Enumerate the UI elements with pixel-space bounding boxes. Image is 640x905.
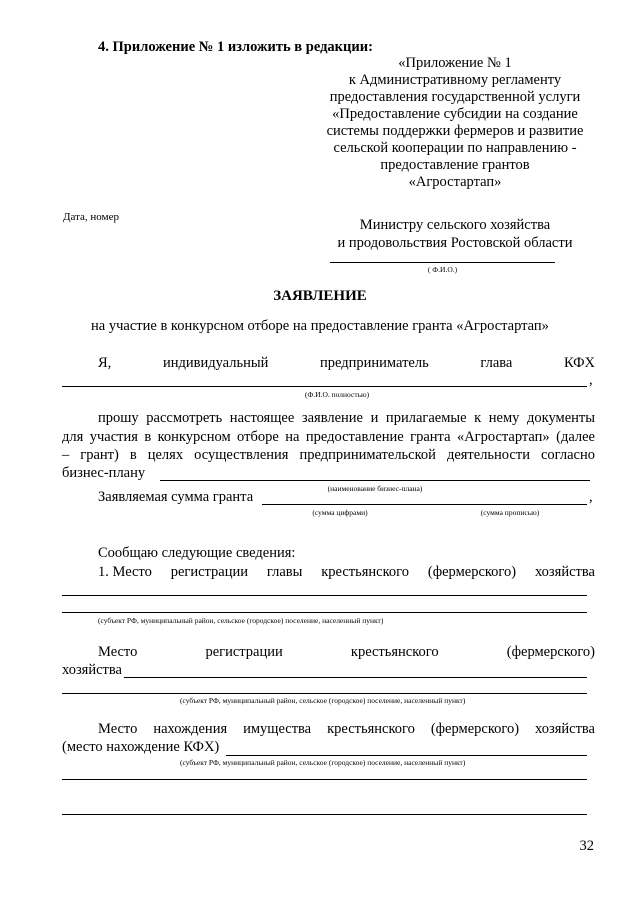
addressee-fio-field[interactable] xyxy=(330,262,555,263)
item1-word: хозяйства xyxy=(534,564,595,580)
item1-word: 1. Место xyxy=(98,564,152,580)
applicant-fio-caption: (Ф.И.О. полностью) xyxy=(304,390,370,399)
addressee-line: Министру сельского хозяйства xyxy=(359,217,551,233)
item1-word: главы xyxy=(266,564,303,580)
addressee-line: и продовольствия Ростовской области xyxy=(337,235,573,251)
grant-digits-caption: (сумма цифрами) xyxy=(312,508,368,517)
item2-word: (фермерского) xyxy=(506,644,595,660)
item2-field-line1[interactable] xyxy=(124,677,587,678)
appendix-line: к Административному регламенту xyxy=(348,72,562,88)
applicant-fio-field[interactable] xyxy=(62,386,587,387)
item3-paragraph xyxy=(62,720,595,739)
appendix-line: предоставление грантов xyxy=(380,157,530,173)
addressee-block xyxy=(300,216,610,252)
business-plan-caption: (наименование бизнес-плана) xyxy=(327,484,423,493)
item1-caption: (субъект РФ, муниципальный район, сельское (городское) поселение, населенный пункт) xyxy=(98,616,384,625)
grant-amount-comma: , xyxy=(589,489,593,505)
date-number-label: Дата, номер xyxy=(63,211,119,223)
item3-line: Место нахождения имущества крестьянского (фермерского) хозяйства xyxy=(98,721,595,737)
page-number: 32 xyxy=(579,838,594,854)
appendix-line: сельской кооперации по направлению - xyxy=(333,140,577,156)
applicant-word: глава xyxy=(480,355,513,371)
appendix-header xyxy=(300,55,610,191)
section-heading: 4. Приложение № 1 изложить в редакции: xyxy=(98,39,373,55)
item1-field-line2[interactable] xyxy=(62,612,587,613)
grant-amount-field[interactable] xyxy=(262,504,587,505)
applicant-word: КФХ xyxy=(564,355,595,371)
request-line: прошу рассмотреть настоящее заявление и прилагаемые к нему документы xyxy=(98,410,595,426)
item3-caption: (субъект РФ, муниципальный район, сельское (городское) поселение, населенный пункт) xyxy=(180,758,466,767)
appendix-line: «Агростартап» xyxy=(408,174,502,190)
item2-word: регистрации xyxy=(205,644,283,660)
addressee-fio-caption: ( Ф.И.О.) xyxy=(427,265,458,274)
request-line: для участия в конкурсном отборе на предоставление гранта «Агростартап» (далее xyxy=(62,428,595,445)
item3-field-line3[interactable] xyxy=(62,814,587,815)
request-line: – грант) в целях осуществления предпринимательской деятельности согласно xyxy=(62,447,595,463)
business-plan-field[interactable] xyxy=(160,480,590,481)
item2-field-line2[interactable] xyxy=(62,693,587,694)
item3-field-line1[interactable] xyxy=(226,755,587,756)
applicant-word: предприниматель xyxy=(320,355,429,371)
item1-word: крестьянского xyxy=(321,564,410,580)
item1-word: (фермерского) xyxy=(427,564,517,580)
request-paragraph xyxy=(62,409,595,465)
item3-field-line2[interactable] xyxy=(62,779,587,780)
item2-caption: (субъект РФ, муниципальный район, сельское (городское) поселение, населенный пункт) xyxy=(180,696,466,705)
applicant-word: Я, xyxy=(98,355,112,371)
item2-word: крестьянского xyxy=(350,644,439,660)
applicant-intro xyxy=(62,355,595,372)
appendix-line: системы поддержки фермеров и развитие xyxy=(326,123,584,139)
item2-line2-label: хозяйства xyxy=(62,662,122,678)
item1-heading xyxy=(62,564,595,581)
grant-amount-label: Заявляемая сумма гранта xyxy=(98,489,254,505)
appendix-line: «Предоставление субсидии на создание xyxy=(332,106,578,122)
applicant-word: индивидуальный xyxy=(162,355,269,371)
info-intro: Сообщаю следующие сведения: xyxy=(98,545,296,561)
document-subtitle: на участие в конкурсном отборе на предоставление гранта «Агростартап» xyxy=(91,318,549,334)
item2-word: Место xyxy=(98,644,138,660)
applicant-comma: , xyxy=(589,372,593,388)
business-plan-label: бизнес-плану xyxy=(62,465,146,481)
appendix-line: «Приложение № 1 xyxy=(398,55,512,71)
appendix-line: предоставления государственной услуги xyxy=(329,89,581,105)
item1-word: регистрации xyxy=(170,564,249,580)
document-title: ЗАЯВЛЕНИЕ xyxy=(273,288,367,304)
item3-line2-label: (место нахождение КФХ) xyxy=(62,739,220,755)
item2-heading xyxy=(62,644,595,661)
item1-field-line1[interactable] xyxy=(62,595,587,596)
grant-words-caption: (сумма прописью) xyxy=(480,508,540,517)
